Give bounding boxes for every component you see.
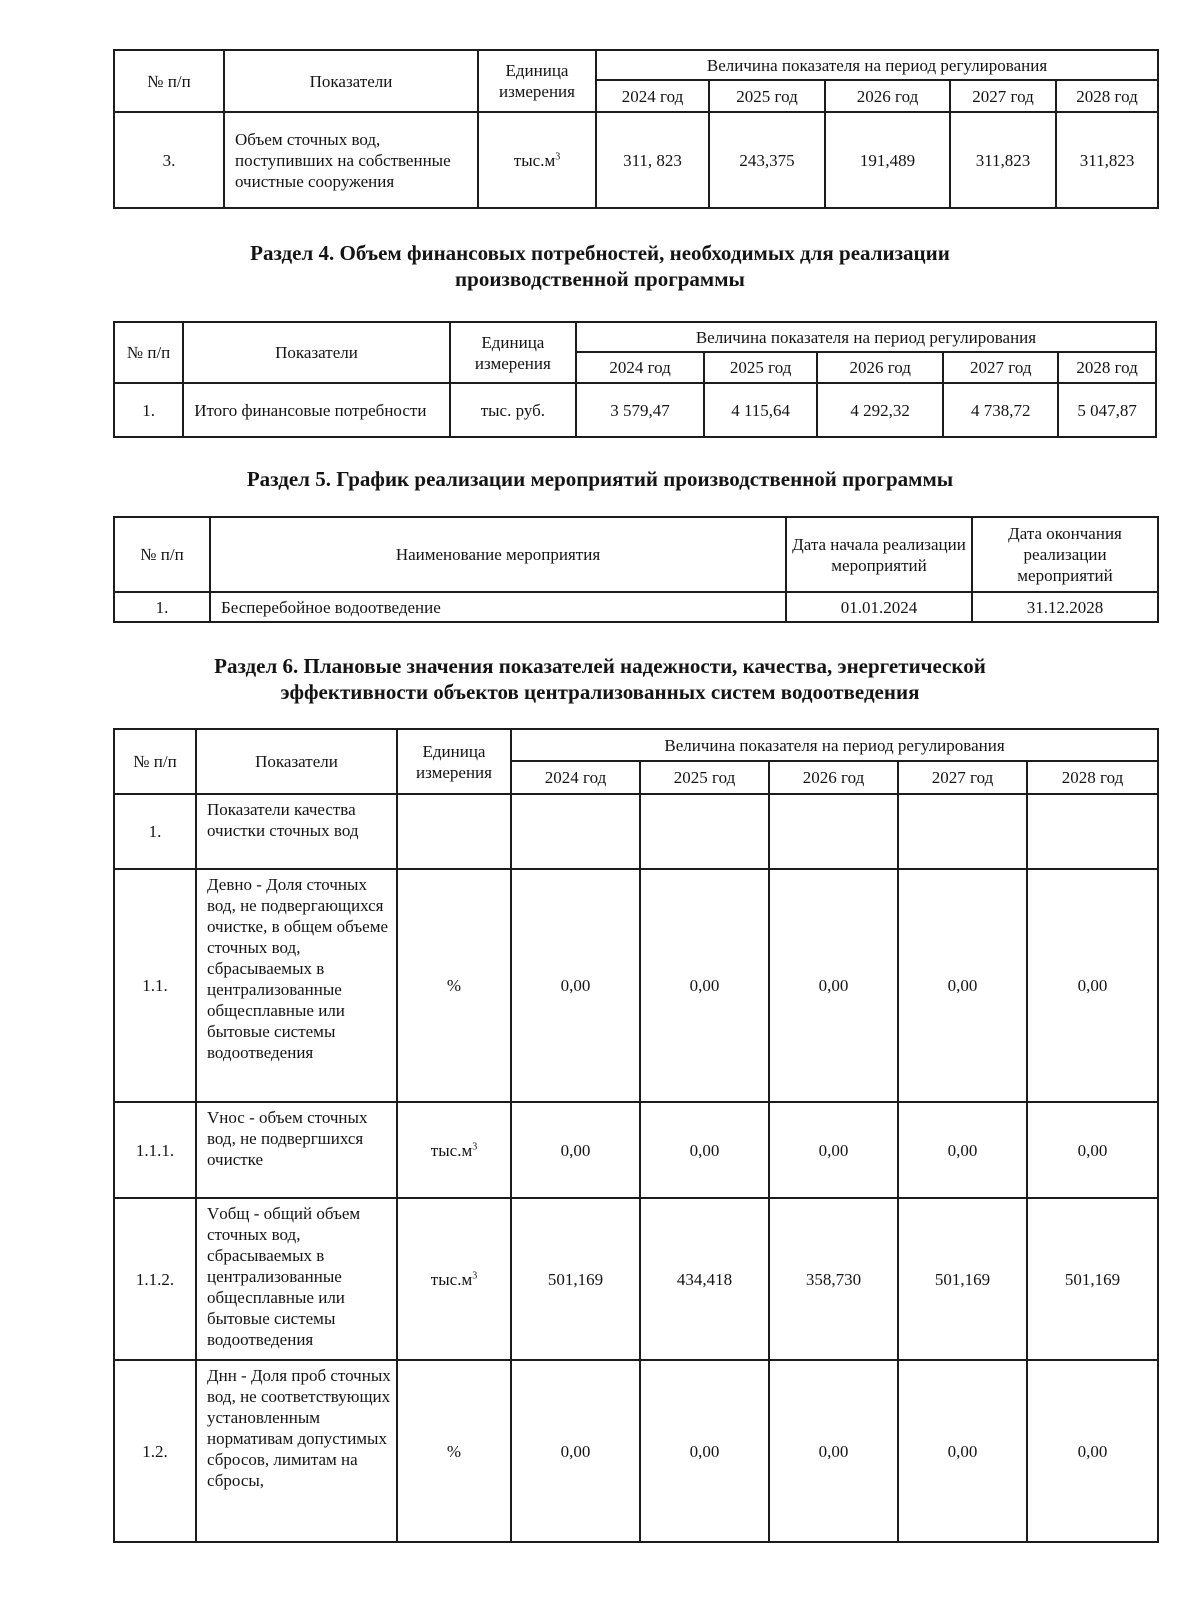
row-value: 0,00	[511, 1102, 640, 1198]
section-4-title-line-1: Раздел 4. Объем финансовых потребностей, необходимых для реализации	[250, 241, 950, 265]
row-value: 191,489	[825, 112, 950, 208]
row-value: 358,730	[769, 1198, 898, 1360]
row-name: Vнос - объем сточных вод, не подвергшихся очистке	[196, 1102, 397, 1198]
row-value: 501,169	[511, 1198, 640, 1360]
row-value: 501,169	[898, 1198, 1027, 1360]
unit-superscript: 3	[555, 150, 561, 162]
unit-text: тыс.м	[430, 1269, 473, 1289]
row-name: Девно - Доля сточных вод, не подвергающихся очистке, в общем объеме сточных вод, сбрасываемых в централизованные общесплавные или бытовые системы водоотведения	[196, 869, 397, 1102]
table-schedule	[113, 516, 1159, 623]
header-num: № п/п	[114, 50, 224, 112]
row-value: 434,418	[640, 1198, 769, 1360]
row-num: 1.1.1.	[114, 1102, 196, 1198]
row-start-date: 01.01.2024	[786, 592, 972, 622]
header-year: 2027 год	[950, 80, 1056, 112]
table-row	[114, 1360, 1158, 1542]
row-num: 1.1.	[114, 869, 196, 1102]
row-value: 0,00	[640, 1102, 769, 1198]
row-unit: тыс. руб.	[450, 383, 576, 437]
row-name: Объем сточных вод, поступивших на собственные очистные сооружения	[224, 112, 478, 208]
header-year: 2028 год	[1058, 352, 1156, 383]
unit-text: %	[446, 1441, 462, 1461]
row-value	[898, 794, 1027, 869]
row-value: 0,00	[511, 869, 640, 1102]
header-period: Величина показателя на период регулирования	[576, 322, 1156, 352]
row-value: 311,823	[950, 112, 1056, 208]
header-num: № п/п	[114, 517, 210, 592]
unit-superscript: 3	[472, 1269, 478, 1281]
row-end-date: 31.12.2028	[972, 592, 1158, 622]
header-year: 2027 год	[898, 761, 1027, 794]
header-start-date: Дата начала реализации мероприятий	[786, 517, 972, 592]
header-year: 2024 год	[596, 80, 709, 112]
row-num: 1.	[114, 592, 210, 622]
row-value: 0,00	[769, 1102, 898, 1198]
header-unit: Единица измерения	[478, 50, 596, 112]
unit-text: %	[446, 976, 462, 995]
table-volume	[113, 49, 1159, 209]
row-value: 0,00	[769, 1360, 898, 1542]
header-indicator: Показатели	[183, 322, 450, 383]
table-row	[114, 383, 1156, 437]
header-num: № п/п	[114, 729, 196, 794]
header-unit: Единица измерения	[450, 322, 576, 383]
row-value: 243,375	[709, 112, 825, 208]
table-financial-needs	[113, 321, 1157, 438]
row-value: 311,823	[1056, 112, 1158, 208]
row-value	[1027, 794, 1158, 869]
row-unit	[397, 794, 511, 869]
row-value	[769, 794, 898, 869]
row-unit	[397, 1102, 511, 1198]
row-value: 0,00	[1027, 869, 1158, 1102]
row-value: 0,00	[769, 869, 898, 1102]
header-year: 2024 год	[576, 352, 704, 383]
header-year: 2028 год	[1027, 761, 1158, 794]
row-num: 1.1.2.	[114, 1198, 196, 1360]
header-year: 2028 год	[1056, 80, 1158, 112]
header-year: 2026 год	[817, 352, 943, 383]
unit-text: тыс.м	[430, 1140, 473, 1160]
row-value: 0,00	[1027, 1360, 1158, 1542]
row-value: 4 738,72	[943, 383, 1058, 437]
row-unit	[397, 1360, 511, 1542]
header-year: 2025 год	[709, 80, 825, 112]
header-indicator: Показатели	[196, 729, 397, 794]
row-value	[640, 794, 769, 869]
row-value: 0,00	[898, 1360, 1027, 1542]
row-unit	[397, 869, 511, 1102]
header-year: 2026 год	[825, 80, 950, 112]
row-value: 0,00	[640, 1360, 769, 1542]
table-row	[114, 1198, 1158, 1360]
section-5-title: Раздел 5. График реализации мероприятий производственной программы	[246, 467, 954, 491]
row-name: Vобщ - общий объем сточных вод, сбрасываемых в централизованные общесплавные или бытовые системы водоотведения	[196, 1198, 397, 1360]
row-num: 1.	[114, 383, 183, 437]
table-reliability-indicators	[113, 728, 1159, 1543]
table-row	[114, 112, 1158, 208]
header-year: 2025 год	[640, 761, 769, 794]
table-row	[114, 1102, 1158, 1198]
header-year: 2025 год	[704, 352, 817, 383]
row-value: 5 047,87	[1058, 383, 1156, 437]
unit-text: тыс.м	[513, 150, 556, 170]
table-row	[114, 794, 1158, 869]
row-name: Днн - Доля проб сточных вод, не соответствующих установленным нормативам допустимых сбросов, лимитам на сбросы,	[196, 1360, 397, 1542]
header-year: 2027 год	[943, 352, 1058, 383]
section-6-title-line-2: эффективности объектов централизованных систем водоотведения	[280, 680, 920, 704]
row-value: 311, 823	[596, 112, 709, 208]
row-name: Бесперебойное водоотведение	[210, 592, 786, 622]
table-row	[114, 869, 1158, 1102]
row-value: 0,00	[898, 1102, 1027, 1198]
header-end-date: Дата окончания реализации мероприятий	[972, 517, 1158, 592]
header-period: Величина показателя на период регулирования	[596, 50, 1158, 80]
row-value: 501,169	[1027, 1198, 1158, 1360]
row-value: 3 579,47	[576, 383, 704, 437]
header-indicator: Показатели	[224, 50, 478, 112]
header-measure-name: Наименование мероприятия	[210, 517, 786, 592]
row-num: 3.	[114, 112, 224, 208]
table-row	[114, 592, 1158, 622]
row-value: 0,00	[640, 869, 769, 1102]
row-name: Итого финансовые потребности	[183, 383, 450, 437]
section-6-title-line-1: Раздел 6. Плановые значения показателей надежности, качества, энергетической	[214, 654, 986, 678]
header-unit: Единица измерения	[397, 729, 511, 794]
header-year: 2024 год	[511, 761, 640, 794]
row-num: 1.2.	[114, 1360, 196, 1542]
row-value: 4 292,32	[817, 383, 943, 437]
row-value: 0,00	[511, 1360, 640, 1542]
header-year: 2026 год	[769, 761, 898, 794]
header-num: № п/п	[114, 322, 183, 383]
unit-superscript: 3	[472, 1140, 478, 1152]
row-value: 0,00	[1027, 1102, 1158, 1198]
header-period: Величина показателя на период регулирования	[511, 729, 1158, 761]
row-unit	[478, 112, 596, 208]
row-value: 4 115,64	[704, 383, 817, 437]
row-num: 1.	[114, 794, 196, 869]
row-name: Показатели качества очистки сточных вод	[196, 794, 397, 869]
row-unit	[397, 1198, 511, 1360]
row-value	[511, 794, 640, 869]
section-4-title-line-2: производственной программы	[455, 267, 745, 291]
row-value: 0,00	[898, 869, 1027, 1102]
